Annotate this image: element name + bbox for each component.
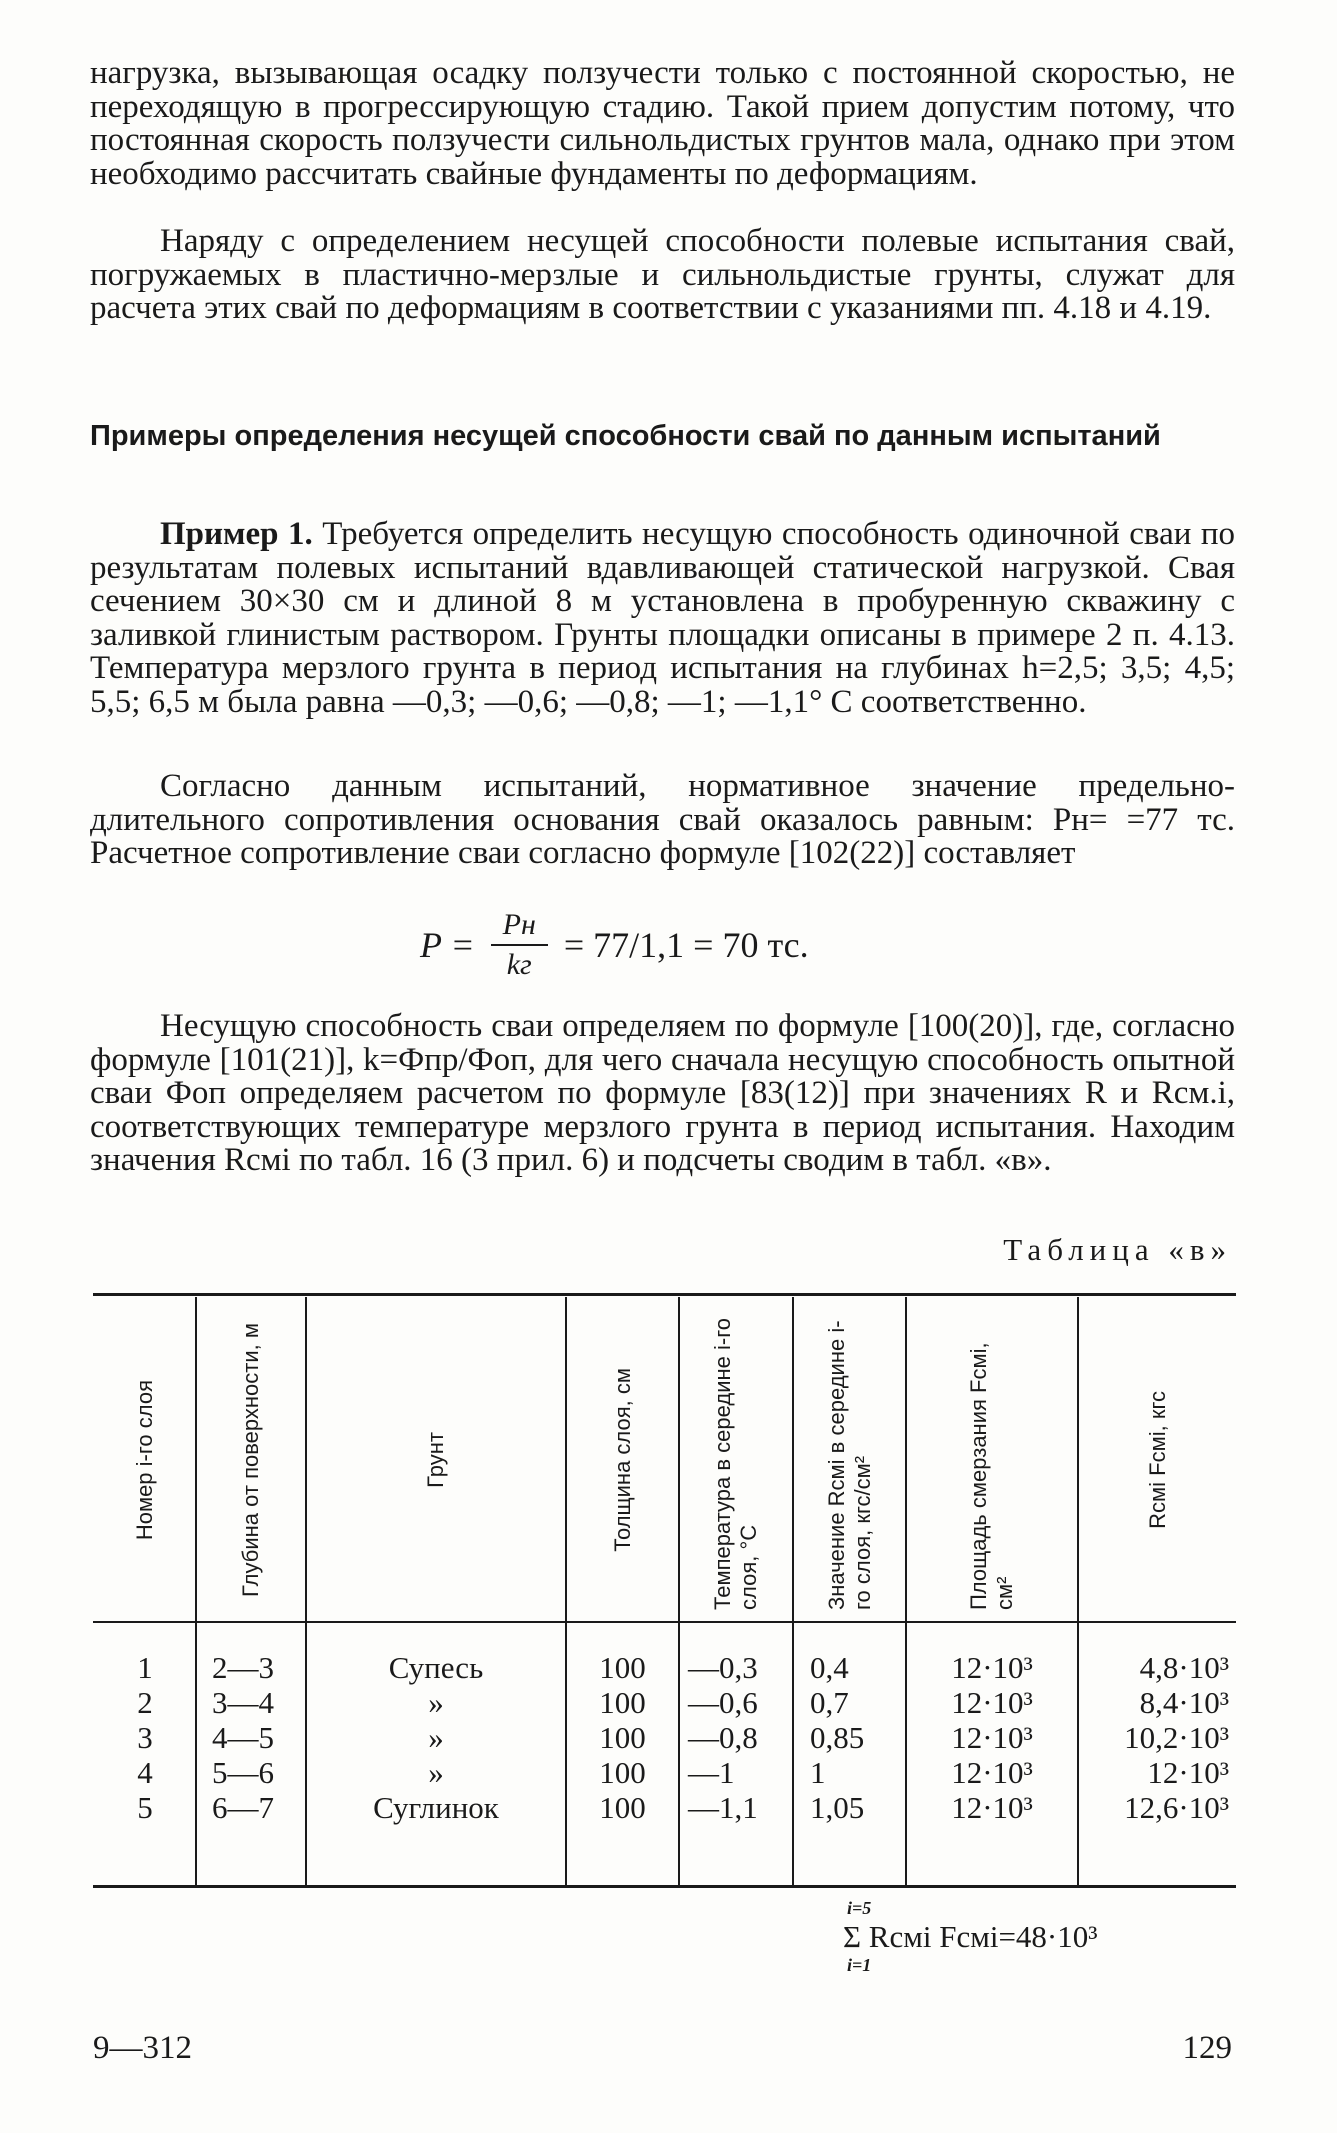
- table-header-soil: Грунт: [423, 1432, 448, 1488]
- table-cell: 3—4: [212, 1685, 274, 1720]
- table-cell: 12,6·10³: [1124, 1790, 1229, 1825]
- table-header-rule: [93, 1621, 1236, 1623]
- table-cell: —0,8: [688, 1720, 758, 1755]
- column-area: [907, 1650, 1077, 1825]
- table-cell: Суглинок: [373, 1790, 499, 1825]
- table-cell: 5: [137, 1790, 153, 1825]
- table-cell: 12·10³: [951, 1755, 1033, 1790]
- table-cell: 2—3: [212, 1650, 274, 1685]
- table-header-thickness: Толщина слоя, см: [609, 1368, 635, 1552]
- summation: [843, 1898, 1098, 1976]
- table-caption: Таблица «в»: [1003, 1232, 1232, 1267]
- table-cell: 8,4·10³: [1139, 1685, 1229, 1720]
- table-cell: 100: [599, 1755, 646, 1790]
- table-cell: 12·10³: [951, 1650, 1033, 1685]
- table-header-depth: Глубина от поверхности, м: [238, 1322, 263, 1597]
- sum-lower-limit: i=1: [847, 1955, 872, 1975]
- formula: [420, 890, 809, 1000]
- table-bottom-rule: [93, 1885, 1236, 1888]
- table-cell: 12·10³: [951, 1685, 1033, 1720]
- formula-rhs: = 77/1,1 = 70 тс.: [563, 925, 809, 965]
- paragraph-1: нагрузка, вызывающая осадку ползучести только с постоянной скоростью, не переходящую в прогрессирующую стадию. Такой прием допустим потому, что постоянная скорость ползучести сильнольдистых грунтов мала, однако при этом необходимо рассчитать свайные фундаменты по деформациям.: [90, 55, 1235, 192]
- column-product: [1079, 1650, 1229, 1825]
- table-cell: »: [428, 1755, 444, 1790]
- table-header-temperature: Температура в середине i-го слоя, °C: [710, 1318, 761, 1610]
- table-header-num: Номер i-го слоя: [132, 1379, 157, 1541]
- table-cell: »: [428, 1685, 444, 1720]
- table-cell: 0,7: [810, 1685, 849, 1720]
- column-soil: [307, 1650, 565, 1825]
- section-heading: Примеры определения несущей способности свай по данным испытаний: [90, 420, 1161, 452]
- formula-lhs: P =: [420, 925, 475, 965]
- table-cell: 100: [599, 1790, 646, 1825]
- table-header-product: Rсмi Fсмi, кгс: [1144, 1391, 1170, 1529]
- table-cell: 0,4: [810, 1650, 849, 1685]
- formula-denominator: kг: [506, 948, 532, 981]
- table-cell: 100: [599, 1720, 646, 1755]
- paragraph-4: Согласно данным испытаний, нормативное значение предельно-длительного сопротивления основания свай оказалось равным: Pн= =77 тс. Расчетное сопротивление сваи согласно формуле [102(22)] составляет: [90, 768, 1235, 872]
- table-cell: 4,8·10³: [1139, 1650, 1229, 1685]
- table-cell: —1: [688, 1755, 735, 1790]
- sum-expression: Σ Rсмi Fсмi=48·10³: [843, 1919, 1098, 1954]
- table-cell: —0,3: [688, 1650, 758, 1685]
- page-number: 129: [1182, 2030, 1232, 2066]
- table-header-r: Значение Rсмi в середине i-го слоя, кгс/см²: [823, 1320, 875, 1610]
- paragraph-2: Наряду с определением несущей способности полевые испытания свай, погружаемых в пластично-мерзлые и сильнольдистые грунты, служат для расчета этих свай по деформациям в соответствии с указаниями пп. 4.18 и 4.19.: [90, 223, 1235, 327]
- table-cell: 12·10³: [1147, 1755, 1229, 1790]
- table-cell: 10,2·10³: [1124, 1720, 1229, 1755]
- table-cell: 6—7: [212, 1790, 274, 1825]
- formula-fraction: [491, 908, 548, 982]
- table-cell: 2: [137, 1685, 153, 1720]
- table-cell: 4: [137, 1755, 153, 1790]
- table-top-rule: [93, 1293, 1236, 1296]
- column-depth: [212, 1650, 305, 1825]
- paragraph-example-1: [90, 518, 1235, 720]
- column-temperature: [688, 1650, 792, 1825]
- example-label: Пример 1.: [160, 516, 313, 552]
- paragraph-5: Несущую способность сваи определяем по формуле [100(20)], где, согласно формуле [101(21)], k=Фпр/Фоп, для чего сначала несущую способность опытной сваи Фоп определяем расчетом по формуле [83(12)] при значениях R и Rсм.i, соответствующих температуре мерзлого грунта в период испытания. Находим значения Rсмi по табл. 16 (3 прил. 6) и подсчеты сводим в табл. «в».: [90, 1008, 1235, 1179]
- table-cell: 100: [599, 1650, 646, 1685]
- table-cell: —0,6: [688, 1685, 758, 1720]
- footer-code: 9—312: [93, 2030, 192, 2066]
- table-cell: 0,85: [810, 1720, 865, 1755]
- table-cell: 1,05: [810, 1790, 865, 1825]
- example-text: Требуется определить несущую способность одиночной сваи по результатам полевых испытаний вдавливающей статической нагрузкой. Свая сечением 30×30 см и длиной 8 м установлена в пробуренную скважину с заливкой глинистым раствором. Грунты площадки описаны в примере 2 п. 4.13. Температура мерзлого грунта в период испытания на глубинах h=2,5; 3,5; 4,5; 5,5; 6,5 м была равна —0,3; —0,6; —0,8; —1; —1,1° C соответственно.: [90, 516, 1236, 720]
- column-num: [95, 1650, 195, 1825]
- table-cell: »: [428, 1720, 444, 1755]
- formula-numerator: Pн: [502, 908, 536, 941]
- table-cell: 1: [810, 1755, 826, 1790]
- sum-upper-limit: i=5: [847, 1898, 872, 1918]
- table-cell: 12·10³: [951, 1720, 1033, 1755]
- table-cell: Супесь: [388, 1650, 484, 1685]
- column-thickness: [567, 1650, 678, 1825]
- column-r: [810, 1650, 905, 1825]
- table-cell: —1,1: [688, 1790, 758, 1825]
- table-cell: 5—6: [212, 1755, 274, 1790]
- table-cell: 1: [137, 1650, 153, 1685]
- table-cell: 4—5: [212, 1720, 274, 1755]
- table-header-area: Площадь смерзания Fсмi, см²: [966, 1342, 1017, 1610]
- table-cell: 3: [137, 1720, 153, 1755]
- table-cell: 12·10³: [951, 1790, 1033, 1825]
- table-cell: 100: [599, 1685, 646, 1720]
